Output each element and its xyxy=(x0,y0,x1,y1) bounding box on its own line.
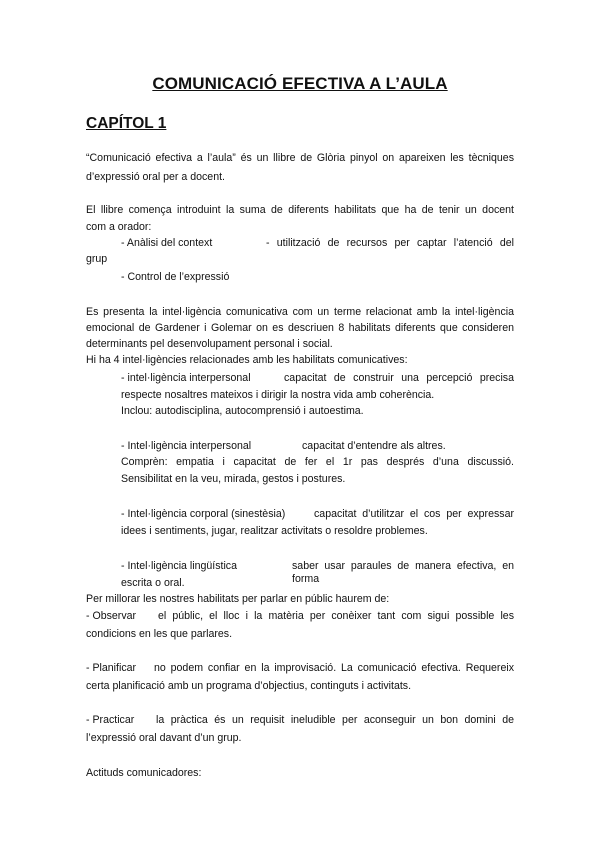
type3-head: - Intel·ligència corporal (sinestèsia) xyxy=(121,508,286,520)
observe-line-2: condicions en les que parlares. xyxy=(86,628,233,640)
skills-item-resources-cont: grup xyxy=(86,253,108,265)
type1-line-2: respecte nosaltres mateixos i dirigir la nostra vida amb coherència. xyxy=(121,389,435,401)
intelligence-line-1: Es presenta la intel·ligència comunicativa com un terme relacionat amb la intel·ligència xyxy=(86,306,514,318)
plan-line-2: certa planificació amb un programa d’objectius, continguts i activitats. xyxy=(86,680,412,692)
practice-desc: la pràctica és un requisit ineludible per aconseguir un bon domini de xyxy=(156,714,514,726)
type3-desc: capacitat d’utilitzar el cos per expressar xyxy=(314,508,514,520)
intelligence-line-2: emocional de Gardener i Golemar on es descriuen 8 habilitats diferents que consideren xyxy=(86,322,514,334)
type4-head: - Intel·ligència lingüística xyxy=(121,560,237,572)
type2-line-3: Sensibilitat en la veu, mirada, gestos i postures. xyxy=(121,473,346,485)
intro-line-1: “Comunicació efectiva a l’aula” és un llibre de Glòria pinyol on apareixen les tècniques xyxy=(86,152,514,164)
chapter-heading: CAPÍTOL 1 xyxy=(86,115,167,132)
type2-head: - Intel·ligència interpersonal xyxy=(121,440,252,452)
attitudes-heading: Actituds comunicadores: xyxy=(86,767,202,779)
skills-item-context: - Anàlisi del context xyxy=(121,237,213,249)
improve-intro: Per millorar les nostres habilitats per parlar en públic haurem de: xyxy=(86,593,390,605)
type2-line-2: Comprèn: empatia i capacitat de fer el 1r pas després d’una discussió. xyxy=(121,456,514,468)
plan-desc: no podem confiar en la improvisació. La comunicació efectiva. Requereix xyxy=(154,662,514,674)
intelligence-line-4: Hi ha 4 intel·ligències relacionades amb les habilitats comunicatives: xyxy=(86,354,408,366)
document-title: COMUNICACIÓ EFECTIVA A L’AULA xyxy=(152,74,448,93)
type1-desc: capacitat de construir una percepció precisa xyxy=(284,372,514,384)
practice-line-2: l’expressió oral davant d’un grup. xyxy=(86,732,242,744)
type4-line-2: escrita o oral. xyxy=(121,577,185,589)
type3-line-2: idees i sentiments, jugar, realitzar activitats o resoldre problemes. xyxy=(121,525,428,537)
type2-desc: capacitat d’entendre als altres. xyxy=(302,440,446,452)
observe-head: - Observar xyxy=(86,610,137,622)
skills-item-resources: - utilització de recursos per captar l’atenció del xyxy=(266,237,514,249)
observe-desc: el públic, el lloc i la matèria per conèixer tant com sigui possible les xyxy=(158,610,514,622)
practice-head: - Practicar xyxy=(86,714,135,726)
type4-desc: saber usar paraules de manera efectiva, en forma xyxy=(292,560,514,585)
skills-item-expression: - Control de l’expressió xyxy=(121,271,230,283)
intro-line-2: d’expressió oral per a docent. xyxy=(86,171,225,183)
plan-head: - Planificar xyxy=(86,662,137,674)
skills-line-2: com a orador: xyxy=(86,221,152,233)
type1-head: - intel·ligència interpersonal xyxy=(121,372,251,384)
type1-line-3: Inclou: autodisciplina, autocomprensió i autoestima. xyxy=(121,405,364,417)
skills-line-1: El llibre comença introduint la suma de diferents habilitats que ha de tenir un docent xyxy=(86,204,514,216)
intelligence-line-3: determinants pel desenvolupament personal i social. xyxy=(86,338,333,350)
